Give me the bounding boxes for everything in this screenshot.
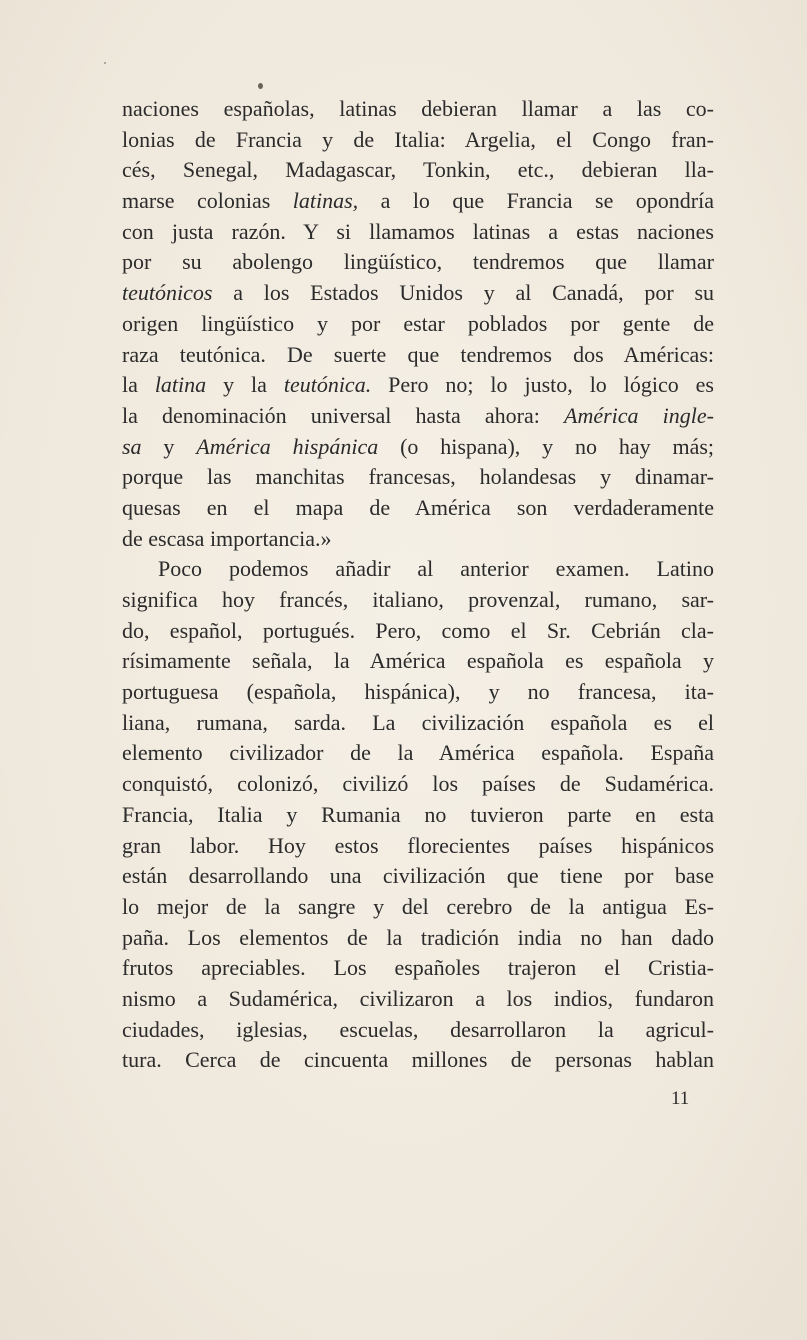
text-segment: la denominación universal hasta ahora: [122, 402, 564, 428]
text-segment: rísimamente señala, la América española es española y [122, 648, 714, 674]
text-line [122, 370, 714, 401]
page-number: 11 [671, 1088, 690, 1109]
text-line [122, 892, 714, 923]
italic-text: latinas, [292, 188, 359, 214]
text-line [122, 309, 714, 340]
text-line [122, 462, 714, 493]
text-segment: lonias de Francia y de Italia: Argelia, el Congo fran- [122, 126, 714, 152]
text-segment: conquistó, colonizó, civilizó los países de Sudamérica. [122, 771, 714, 797]
text-segment: (o hispana), y no hay más; [378, 433, 715, 459]
text-line [122, 94, 714, 125]
italic-text: América hispánica [196, 433, 379, 459]
text-segment: gran labor. Hoy estos florecientes países hispánicos [122, 832, 714, 858]
text-segment: la [122, 372, 155, 398]
text-segment: elemento civilizador de la América española. España [122, 740, 714, 766]
body-text [122, 94, 714, 1076]
text-line [122, 125, 714, 156]
text-segment: marse colonias [122, 188, 293, 214]
text-segment: y la [206, 372, 284, 398]
text-segment: portuguesa (española, hispánica), y no francesa, ita- [122, 679, 714, 705]
text-line [122, 247, 714, 278]
ink-speck [104, 62, 106, 64]
italic-text: sa [122, 433, 142, 459]
text-segment: Pero no; lo justo, lo lógico es [371, 372, 714, 398]
text-segment: y [141, 433, 197, 459]
text-line [122, 831, 714, 862]
text-segment: paña. Los elementos de la tradición india no han dado [122, 924, 714, 950]
text-line [122, 493, 714, 524]
text-segment: ciudades, iglesias, escuelas, desarrollaron la agricul- [122, 1016, 714, 1042]
text-line [122, 585, 714, 616]
text-segment: a lo que Francia se opondría [358, 188, 714, 214]
text-segment: significa hoy francés, italiano, provenzal, rumano, sar- [122, 587, 714, 612]
text-segment: Poco podemos añadir al anterior examen. Latino [158, 556, 714, 582]
text-segment: a los Estados Unidos y al Canadá, por su [212, 280, 714, 306]
text-line [122, 340, 714, 371]
text-line [122, 861, 714, 892]
text-segment: tura. Cerca de cincuenta millones de personas hablan [122, 1047, 714, 1073]
ink-speck [258, 83, 263, 89]
text-line [122, 155, 714, 186]
italic-text: teutónica. [283, 372, 372, 398]
text-segment: nismo a Sudamérica, civilizaron a los indios, fundaron [122, 985, 714, 1011]
italic-text: latina [154, 372, 207, 398]
italic-text: teutónicos [122, 280, 213, 306]
text-line [122, 1045, 714, 1076]
text-line [122, 800, 714, 831]
text-line [122, 708, 714, 739]
text-segment: están desarrollando una civilización que tiene por base [122, 863, 714, 889]
text-segment: lo mejor de la sangre y del cerebro de la antigua Es- [122, 893, 714, 919]
text-segment: con justa razón. Y si llamamos latinas a estas naciones [122, 218, 714, 244]
text-line [122, 186, 714, 217]
text-line [122, 769, 714, 800]
text-line [122, 923, 714, 954]
text-segment: quesas en el mapa de América son verdaderamente [122, 494, 714, 520]
text-segment: porque las manchitas francesas, holandesas y dinamar- [122, 464, 714, 490]
italic-text: América ingle- [564, 402, 714, 428]
text-line [122, 401, 714, 432]
text-line [122, 646, 714, 677]
text-line [122, 738, 714, 769]
text-line [122, 984, 714, 1015]
text-segment: do, español, portugués. Pero, como el Sr. Cebrián cla- [122, 617, 714, 643]
text-segment: frutos apreciables. Los españoles trajeron el Cristia- [122, 955, 714, 981]
text-line [122, 677, 714, 708]
text-line [122, 217, 714, 248]
text-segment: origen lingüístico y por estar poblados por gente de [122, 310, 714, 336]
text-line [122, 953, 714, 984]
text-line [122, 524, 714, 555]
text-line [122, 278, 714, 309]
text-segment: raza teutónica. De suerte que tendremos dos Américas: [122, 341, 714, 367]
text-segment: Francia, Italia y Rumania no tuvieron parte en esta [122, 801, 714, 827]
text-line [122, 1015, 714, 1046]
text-segment: por su abolengo lingüístico, tendremos que llamar [122, 249, 714, 275]
text-segment: cés, Senegal, Madagascar, Tonkin, etc., debieran lla- [122, 157, 714, 183]
text-line [122, 616, 714, 647]
text-line [122, 432, 714, 463]
text-line [122, 554, 714, 585]
text-segment: liana, rumana, sarda. La civilización española es el [122, 709, 714, 735]
text-segment: naciones españolas, latinas debieran llamar a las co- [122, 96, 714, 121]
text-segment: de escasa importancia.» [122, 525, 332, 551]
